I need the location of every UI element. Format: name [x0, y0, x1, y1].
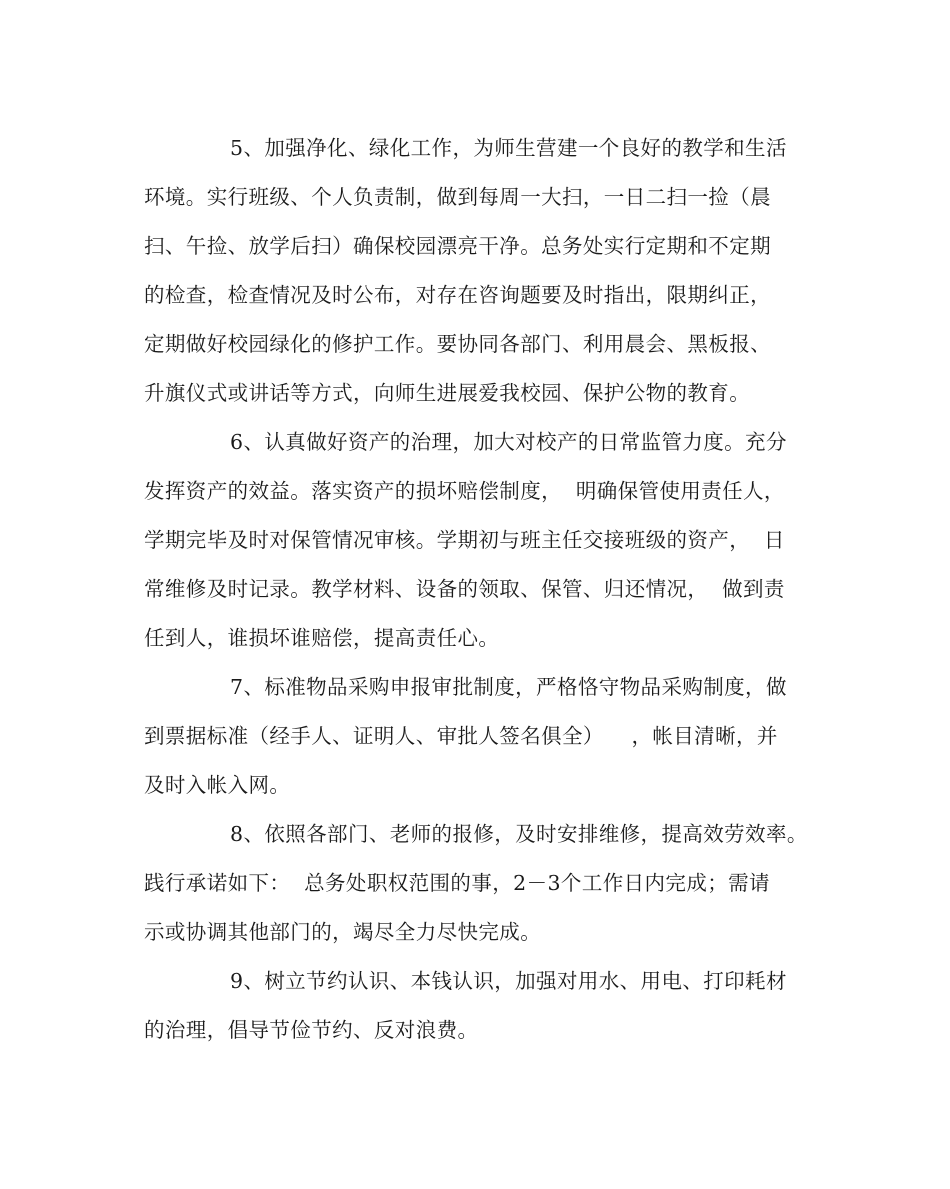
paragraph-line: 示或协调其他部门的，竭尽全力尽快完成。: [144, 920, 542, 944]
paragraph-line: 扫、午捡、放学后扫）确保校园漂亮干净。总务处实行定期和不定期: [144, 234, 771, 258]
paragraph-line: 8、依照各部门、老师的报修，及时安排维修，提高效劳效率。: [230, 822, 808, 846]
paragraph-line: 的检查，检查情况及时公布，对存在咨询题要及时指出，限期纠正，: [144, 283, 771, 307]
paragraph-line: 7、标准物品采购申报审批制度，严格恪守物品采购制度，做: [230, 675, 787, 699]
paragraph-line: 9、树立节约认识、本钱认识，加强对用水、用电、打印耗材: [230, 969, 787, 993]
paragraph-line: 发挥资产的效益。落实资产的损坏赔偿制度， 明确保管使用责任人，: [144, 479, 785, 503]
document-body: [144, 124, 816, 1055]
paragraph-line: 5、加强净化、绿化工作，为师生营建一个良好的教学和生活: [230, 136, 787, 160]
paragraph-7: [144, 663, 816, 810]
paragraph-5: [144, 124, 816, 418]
paragraph-line: 到票据标准（经手人、证明人、审批人签名俱全） ，帐目清晰，并: [144, 724, 778, 748]
paragraph-6: [144, 418, 816, 663]
paragraph-line: 学期完毕及时对保管情况审核。学期初与班主任交接班级的资产， 日: [144, 528, 785, 552]
paragraph-line: 常维修及时记录。教学材料、设备的领取、保管、归还情况， 做到责: [144, 577, 785, 601]
paragraph-line: 环境。实行班级、个人负责制，做到每周一大扫，一日二扫一捡（晨: [144, 185, 771, 209]
paragraph-9: [144, 957, 816, 1055]
paragraph-line: 定期做好校园绿化的修护工作。要协同各部门、利用晨会、黑板报、: [144, 332, 771, 356]
paragraph-line: 任到人，谁损坏谁赔偿，提高责任心。: [144, 626, 500, 650]
paragraph-line: 的治理，倡导节俭节约、反对浪费。: [144, 1018, 479, 1042]
paragraph-line: 6、认真做好资产的治理，加大对校产的日常监管力度。充分: [230, 430, 787, 454]
paragraph-line: 升旗仪式或讲话等方式，向师生进展爱我校园、保护公物的教育。: [144, 381, 751, 405]
paragraph-line: 及时入帐入网。: [144, 773, 291, 797]
paragraph-8: [144, 810, 816, 957]
paragraph-line: 践行承诺如下： 总务处职权范围的事，2－3个工作日内完成；需请: [144, 871, 770, 895]
